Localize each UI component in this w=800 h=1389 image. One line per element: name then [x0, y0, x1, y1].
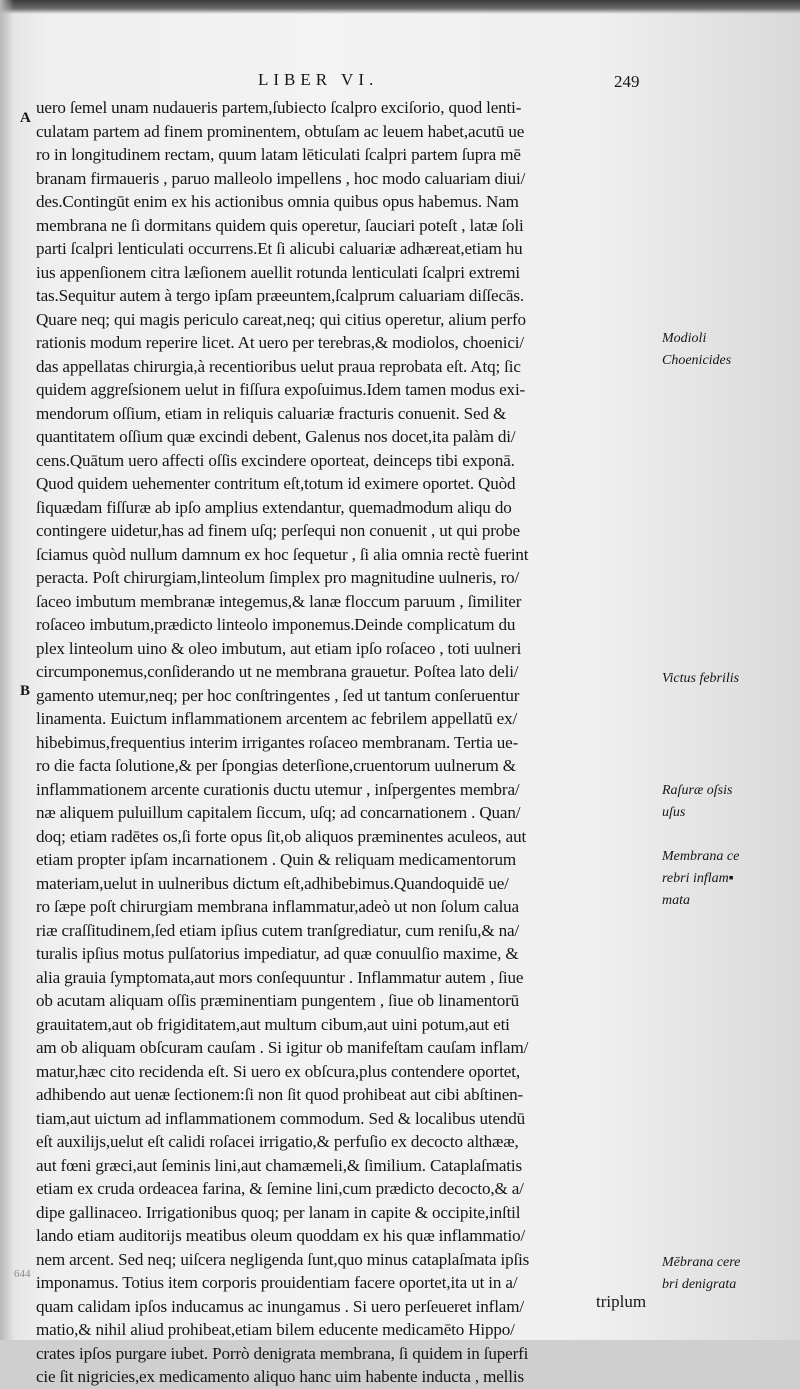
- text-line: lando etiam auditorijs meatibus oleum quoddam ex his quæ inflammatio/: [36, 1226, 526, 1245]
- text-line: roſaceo imbutum,prædicto linteolo imponemus.Deinde complicatum du: [36, 615, 516, 634]
- text-line: quidem aggreſsionem uelut in fiſſura expoſuimus.Idem tamen modus exi-: [36, 380, 526, 399]
- margin-note-line: Modioli: [662, 331, 707, 346]
- section-marker-a: A: [20, 110, 31, 126]
- show-through-mark: 644: [14, 1268, 31, 1280]
- text-line: inflammationem arcente curationis ductu utemur , inſpergentes membra/: [36, 779, 520, 799]
- text-line: ſiquædam fiſſuræ ab ipſo amplius extendantur, quemadmodum aliqu do: [36, 497, 512, 517]
- text-line: grauitatem,aut ob frigiditatem,aut multum cibum,aut uini potum,aut eti: [36, 1014, 510, 1034]
- text-line: branam firmaueris , paruo malleolo impellens , hoc modo caluariam diui/: [36, 168, 526, 188]
- text-line: crates ipſos purgare iubet. Porrò denigrata membrana, ſi quidem in ſuperfi: [36, 1343, 529, 1363]
- text-line: aut fœni græci,aut ſeminis lini,aut chamæmeli,& ſimilium. Cataplaſmatis: [36, 1155, 522, 1175]
- text-line: doq; etiam radētes os,ſi forte opus ſit,ob aliquos præminentes aculeos, aut: [36, 826, 527, 846]
- text-line: membrana ne ſi dormitans quidem quis operetur, ſauciari poteſt , latæ ſoli: [36, 215, 524, 235]
- text-line: matur,hæc cito recidenda eſt. Si uero ex obſcura,plus contendere oportet,: [36, 1061, 520, 1081]
- page-top-edge: [0, 0, 800, 14]
- margin-note-line: Mēbrana cere: [662, 1255, 741, 1270]
- text-line: culatam partem ad finem prominentem, obtuſam ac leuem habet,acutū ue: [36, 121, 525, 141]
- text-line: cens.Quātum uero affecti oſſis excindere oporteat, deinceps tibi exponā.: [36, 450, 515, 470]
- text-line: nem arcent. Sed neq; uiſcera negligenda ſunt,quo minus cataplaſmata ipſis: [36, 1249, 530, 1269]
- running-head: LIBER VI.: [258, 70, 379, 89]
- margin-note-modioli: [662, 328, 792, 372]
- margin-note-line: uſus: [662, 805, 686, 820]
- text-line: dipe gallinaceo. Irrigationibus quoq; per lanam in capite & occipite,inſtil: [36, 1202, 521, 1222]
- margin-note-line: rebri inflam▪: [662, 871, 734, 886]
- text-line: parti ſcalpri lenticulati occurrens.Et ſi alicubi caluariæ adhæreat,etiam hu: [36, 239, 523, 258]
- margin-note-victus: [662, 668, 792, 690]
- text-line: ro die facta ſolutione,& per ſpongias deterſione,cruentorum uulnerum &: [36, 756, 516, 775]
- text-line: ro in longitudinem rectam, quum latam lēticulati ſcalpri partem ſupra mē: [36, 145, 521, 164]
- text-line: contingere uidetur,has ad finem uſq; perſequi non conuenit , ut qui probe: [36, 521, 520, 540]
- margin-note-line: Raſuræ oſsis: [662, 783, 733, 798]
- margin-note-line: Membrana ce: [662, 849, 740, 864]
- text-line: das appellatas chirurgia,à recentioribus uelut praua reprobata eſt. Atq; ſic: [36, 356, 521, 376]
- text-line: tas.Sequitur autem à tergo ipſam præeuntem,ſcalprum caluariam diſſecās.: [36, 286, 524, 305]
- text-line: ro ſæpe poſt chirurgiam membrana inflammatur,adeò ut non ſolum calua: [36, 897, 519, 916]
- catchword: triplum: [596, 1292, 647, 1311]
- text-line: tiam,aut uictum ad inflammationem commodum. Sed & localibus utendū: [36, 1108, 526, 1128]
- text-line: etiam ex cruda ordeacea farina, & ſemine lini,cum prædicto decocto,& a/: [36, 1179, 524, 1198]
- margin-note-membrana-denigrata: [662, 1252, 792, 1296]
- text-line: alia grauia ſymptomata,aut mors conſequuntur . Inflammatur autem , ſiue: [36, 967, 524, 987]
- text-line: Quod quidem uehementer contritum eſt,totum id eximere oportet. Quòd: [36, 474, 516, 493]
- text-line: riæ craſſitudinem,ſed etiam ipſius cutem tranſgrediatur, cum reniſu,& na/: [36, 920, 520, 940]
- text-line: imponamus. Totius item corporis prouidentiam facere oportet,ita ut in a/: [36, 1273, 518, 1292]
- page-gutter-shadow: [0, 0, 14, 1340]
- margin-note-line: bri denigrata: [662, 1277, 737, 1292]
- section-marker-b: B: [20, 683, 31, 699]
- text-line: mendorum oſſium, etiam in reliquis caluariæ fracturis conuenit. Sed &: [36, 403, 507, 423]
- text-line: ſaceo imbutum membranæ integemus,& lanæ floccum paruum , ſimiliter: [36, 591, 522, 611]
- text-line: ob acutam aliquam oſſis præminentiam pungentem , ſiue ob linamentorū: [36, 991, 520, 1010]
- text-line: circumponemus,conſiderando ut ne membrana grauetur. Poſtea lato deli/: [36, 662, 519, 681]
- body-text: [36, 96, 652, 1389]
- margin-note-rasurae: [662, 780, 792, 824]
- text-line: quantitatem oſſium quæ excindi debent, Galenus nos docet,ita palàm di/: [36, 427, 516, 446]
- text-line: plex linteolum uino & oleo imbutum, aut etiam ipſo roſaceo , toti uulneri: [36, 638, 522, 658]
- text-line: uero ſemel unam nudaueris partem,ſubiecto ſcalpro exciſorio, quod lenti-: [36, 98, 522, 117]
- page-number: 249: [614, 72, 640, 91]
- text-line: materiam,uelut in uulneribus dictum eſt,adhibebimus.Quandoquidē ue/: [36, 873, 509, 893]
- margin-note-line: Choenicides: [662, 353, 732, 368]
- text-line: Quare neq; qui magis periculo careat,neq; qui citius operetur, alium perfo: [36, 309, 526, 329]
- margin-note-membrana-inflammata: [662, 846, 792, 912]
- text-line: ius appenſionem citra læſionem auellit rotunda lenticulati ſcalpri extremi: [36, 262, 521, 282]
- text-line: matio,& nihil aliud prohibeat,etiam bilem educente medicamēto Hippo/: [36, 1320, 515, 1339]
- text-line: turalis ipſius motus pulſatorius impediatur, ad quæ conuulſio maxime, &: [36, 944, 519, 963]
- text-line: peracta. Poſt chirurgiam,linteolum ſimplex pro magnitudine uulneris, ro/: [36, 568, 520, 587]
- text-line: quam calidam ipſos inducamus ac inungamus . Si uero perſeueret inflam/: [36, 1296, 524, 1316]
- margin-note-line: Victus febrilis: [662, 671, 740, 686]
- text-line: eſt auxilijs,uelut eſt calidi roſacei irrigatio,& perfuſio ex decocto althææ,: [36, 1132, 519, 1151]
- text-line: cie ſit nigricies,ex medicamento aliquo hanc uim habente inducta , mellis: [36, 1367, 524, 1386]
- text-line: am ob aliquam obſcuram cauſam . Si igitur ob manifeſtam cauſam inflam/: [36, 1038, 529, 1057]
- text-line: næ aliquem puluillum capitalem ſiccum, uſq; ad concarnationem . Quan/: [36, 803, 521, 822]
- text-line: hibebimus,frequentius interim irrigantes roſaceo membranam. Tertia ue-: [36, 732, 519, 752]
- text-line: linamenta. Euictum inflammationem arcentem ac febrilem appellatū ex/: [36, 709, 518, 728]
- margin-note-line: mata: [662, 893, 690, 908]
- text-line: adhibendo aut uenæ ſectionem:ſi non ſit quod prohibeat aut cibi abſtinen-: [36, 1085, 524, 1104]
- text-line: ſciamus quòd nullum damnum ex hoc ſequetur , ſi alia omnia rectè fuerint: [36, 544, 529, 564]
- text-line: des.Contingūt enim ex his actionibus omnia quibus opus habemus. Nam: [36, 192, 519, 211]
- text-line: gamento utemur,neq; per hoc conſtringentes , ſed ut tantum conſeruentur: [36, 685, 520, 705]
- text-line: rationis modum reperire licet. At uero per terebras,& modiolos, choenici/: [36, 333, 524, 352]
- text-line: etiam propter ipſam incarnationem . Quin & reliquam medicamentorum: [36, 850, 517, 869]
